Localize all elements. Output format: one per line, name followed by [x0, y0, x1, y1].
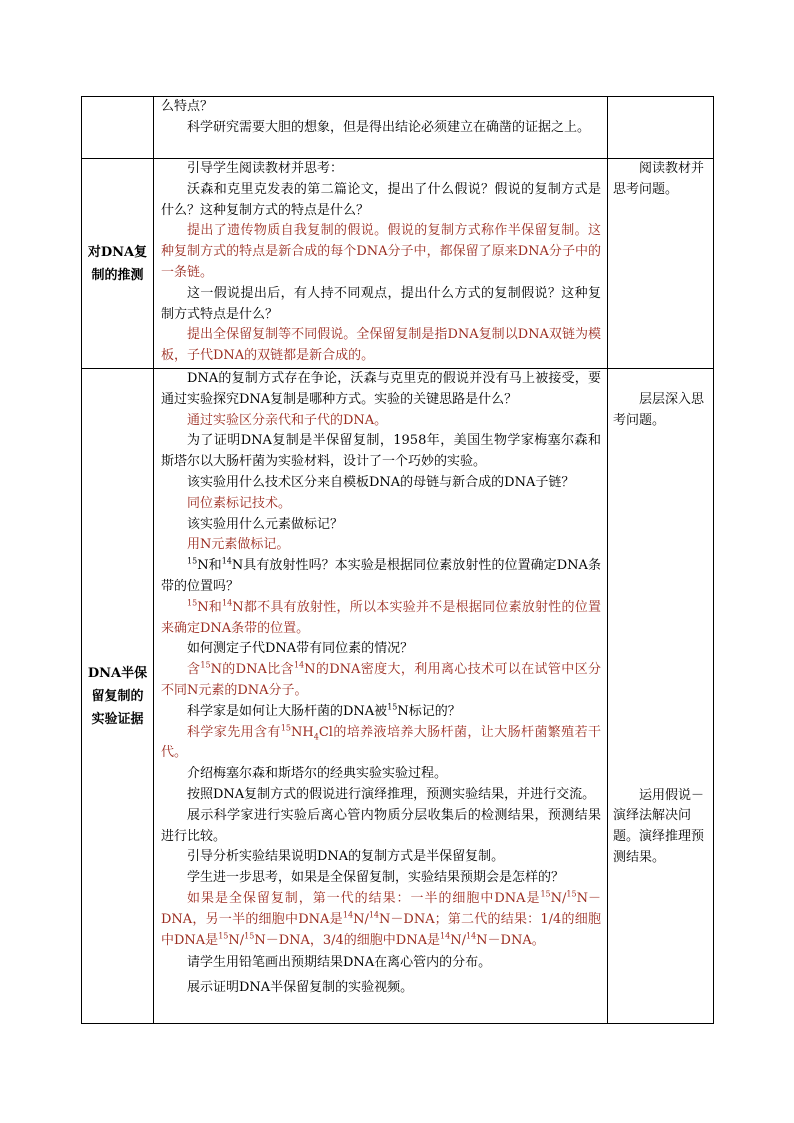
content-paragraph: 展示科学家进行实验后离心管内物质分层收集后的检测结果，预测结果进行比较。: [161, 807, 601, 844]
table-row-replication-hypothesis: [82, 159, 714, 369]
answer-paragraph: 通过实验区分亲代和子代的DNA。: [187, 412, 388, 428]
content-cell-intro: [154, 97, 608, 159]
content-paragraph: 该实验用什么技术区分来自模板DNA的母链与新合成的DNA子链？: [187, 474, 575, 490]
answer-paragraph-density: 含$^{15}$N的DNA比含$^{14}$N的DNA密度大，利用离心技术可以在试管中区分不同N元素的DNA分子。: [161, 660, 601, 698]
section-cell-empty: [82, 97, 154, 159]
answer-paragraph-isotopes: $^{15}$N和$^{14}$N都不具有放射性，所以本实验并不是根据同位素放射性的位置来确定DNA条带的位置。: [161, 598, 601, 636]
content-paragraph: 么特点？: [161, 99, 214, 114]
activity-cell: [608, 369, 714, 1024]
activity-text: 层层深入思考问题。: [613, 392, 705, 428]
content-cell-replication-hypothesis: [154, 159, 608, 369]
content-paragraph: 引导分析实验结果说明DNA的复制方式是半保留复制。: [187, 849, 505, 865]
content-cell-experimental-evidence: [154, 369, 608, 1024]
activity-cell-empty: [608, 97, 714, 159]
lesson-plan-table: [81, 96, 714, 1024]
section-title-replication-hypothesis: 对DNA复制的推测: [82, 159, 154, 369]
content-paragraph: 这一假说提出后，有人持不同观点，提出什么方式的复制假说？这种复制方式特点是什么？: [161, 285, 601, 322]
answer-paragraph: 同位素标记技术。: [187, 495, 292, 511]
activity-text: 运用假说－演绎法解决问题。演绎推理预测结果。: [613, 787, 705, 865]
content-paragraph: 请学生用铅笔画出预期结果DNA在离心管内的分布。: [187, 955, 492, 971]
content-paragraph-labeling-question: 科学家是如何让大肠杆菌的DNA被$^{15}$N标记的？: [187, 702, 461, 719]
content-paragraph-isotopes-question: $^{15}$N和$^{14}$N具有放射性吗？本实验是根据同位素放射性的位置确定DNA条带的位置吗？: [161, 556, 601, 594]
content-paragraph: 学生进一步思考，如果是全保留复制，实验结果预期会是怎样的？: [187, 870, 565, 886]
content-paragraph: 介绍梅塞尔森和斯塔尔的经典实验实验过程。: [187, 766, 448, 782]
table-row-experimental-evidence: [82, 369, 714, 1024]
answer-paragraph-labeling: 科学家先用含有$^{15}NH_4Cl$的培养液培养大肠杆菌，让大肠杆菌繁殖若干代。: [161, 723, 601, 761]
content-paragraph: 如何测定子代DNA带有同位素的情况？: [187, 641, 414, 657]
content-paragraph: 按照DNA复制方式的假说进行演绎推理，预测实验结果，并进行交流。: [187, 786, 596, 802]
activity-text: 阅读教材并思考问题。: [613, 161, 705, 197]
content-paragraph: 引导学生阅读教材并思考：: [187, 161, 344, 176]
activity-cell: [608, 159, 714, 369]
content-paragraph: 沃森和克里克发表的第二篇论文，提出了什么假说？假说的复制方式是什么？这种复制方式的特点是什么？: [161, 181, 601, 218]
answer-paragraph: 用N元素做标记。: [187, 537, 290, 553]
answer-paragraph: 提出全保留复制等不同假说。全保留复制是指DNA复制以DNA双链为模板，子代DNA的双链都是新合成的。: [161, 327, 601, 364]
content-paragraph: 科学研究需要大胆的想象，但是得出结论必须建立在确凿的证据之上。: [187, 119, 591, 135]
section-title-experimental-evidence: DNA半保留复制的实验证据: [82, 369, 154, 1024]
answer-paragraph-conservative-prediction: 如果是全保留复制，第一代的结果：一半的细胞中DNA是$^{15}$N/$^{15}$N－DNA，另一半的细胞中DNA是$^{14}$N/$^{14}$N－DNA；第二代的结果：1/4的细胞中DNA是$^{15}$N/$^{15}$N－DNA，3/4的细胞中DNA是$^{14}$N/$^{14}$N－DNA。: [161, 889, 601, 948]
content-paragraph: 为了证明DNA复制是半保留复制，1958年，美国生物学家梅塞尔森和斯塔尔以大肠杆菌为实验材料，设计了一个巧妙的实验。: [161, 433, 601, 470]
answer-paragraph: 提出了遗传物质自我复制的假说。假说的复制方式称作半保留复制。这种复制方式的特点是新合成的每个DNA分子中，都保留了原来DNA分子中的一条链。: [161, 223, 601, 280]
table-row-intro: [82, 97, 714, 159]
content-paragraph: DNA的复制方式存在争论，沃森与克里克的假说并没有马上被接受，要通过实验探究DNA复制是哪种方式。实验的关键思路是什么？: [161, 371, 601, 407]
content-paragraph: 该实验用什么元素做标记？: [187, 516, 344, 532]
content-paragraph: 展示证明DNA半保留复制的实验视频。: [187, 980, 414, 996]
